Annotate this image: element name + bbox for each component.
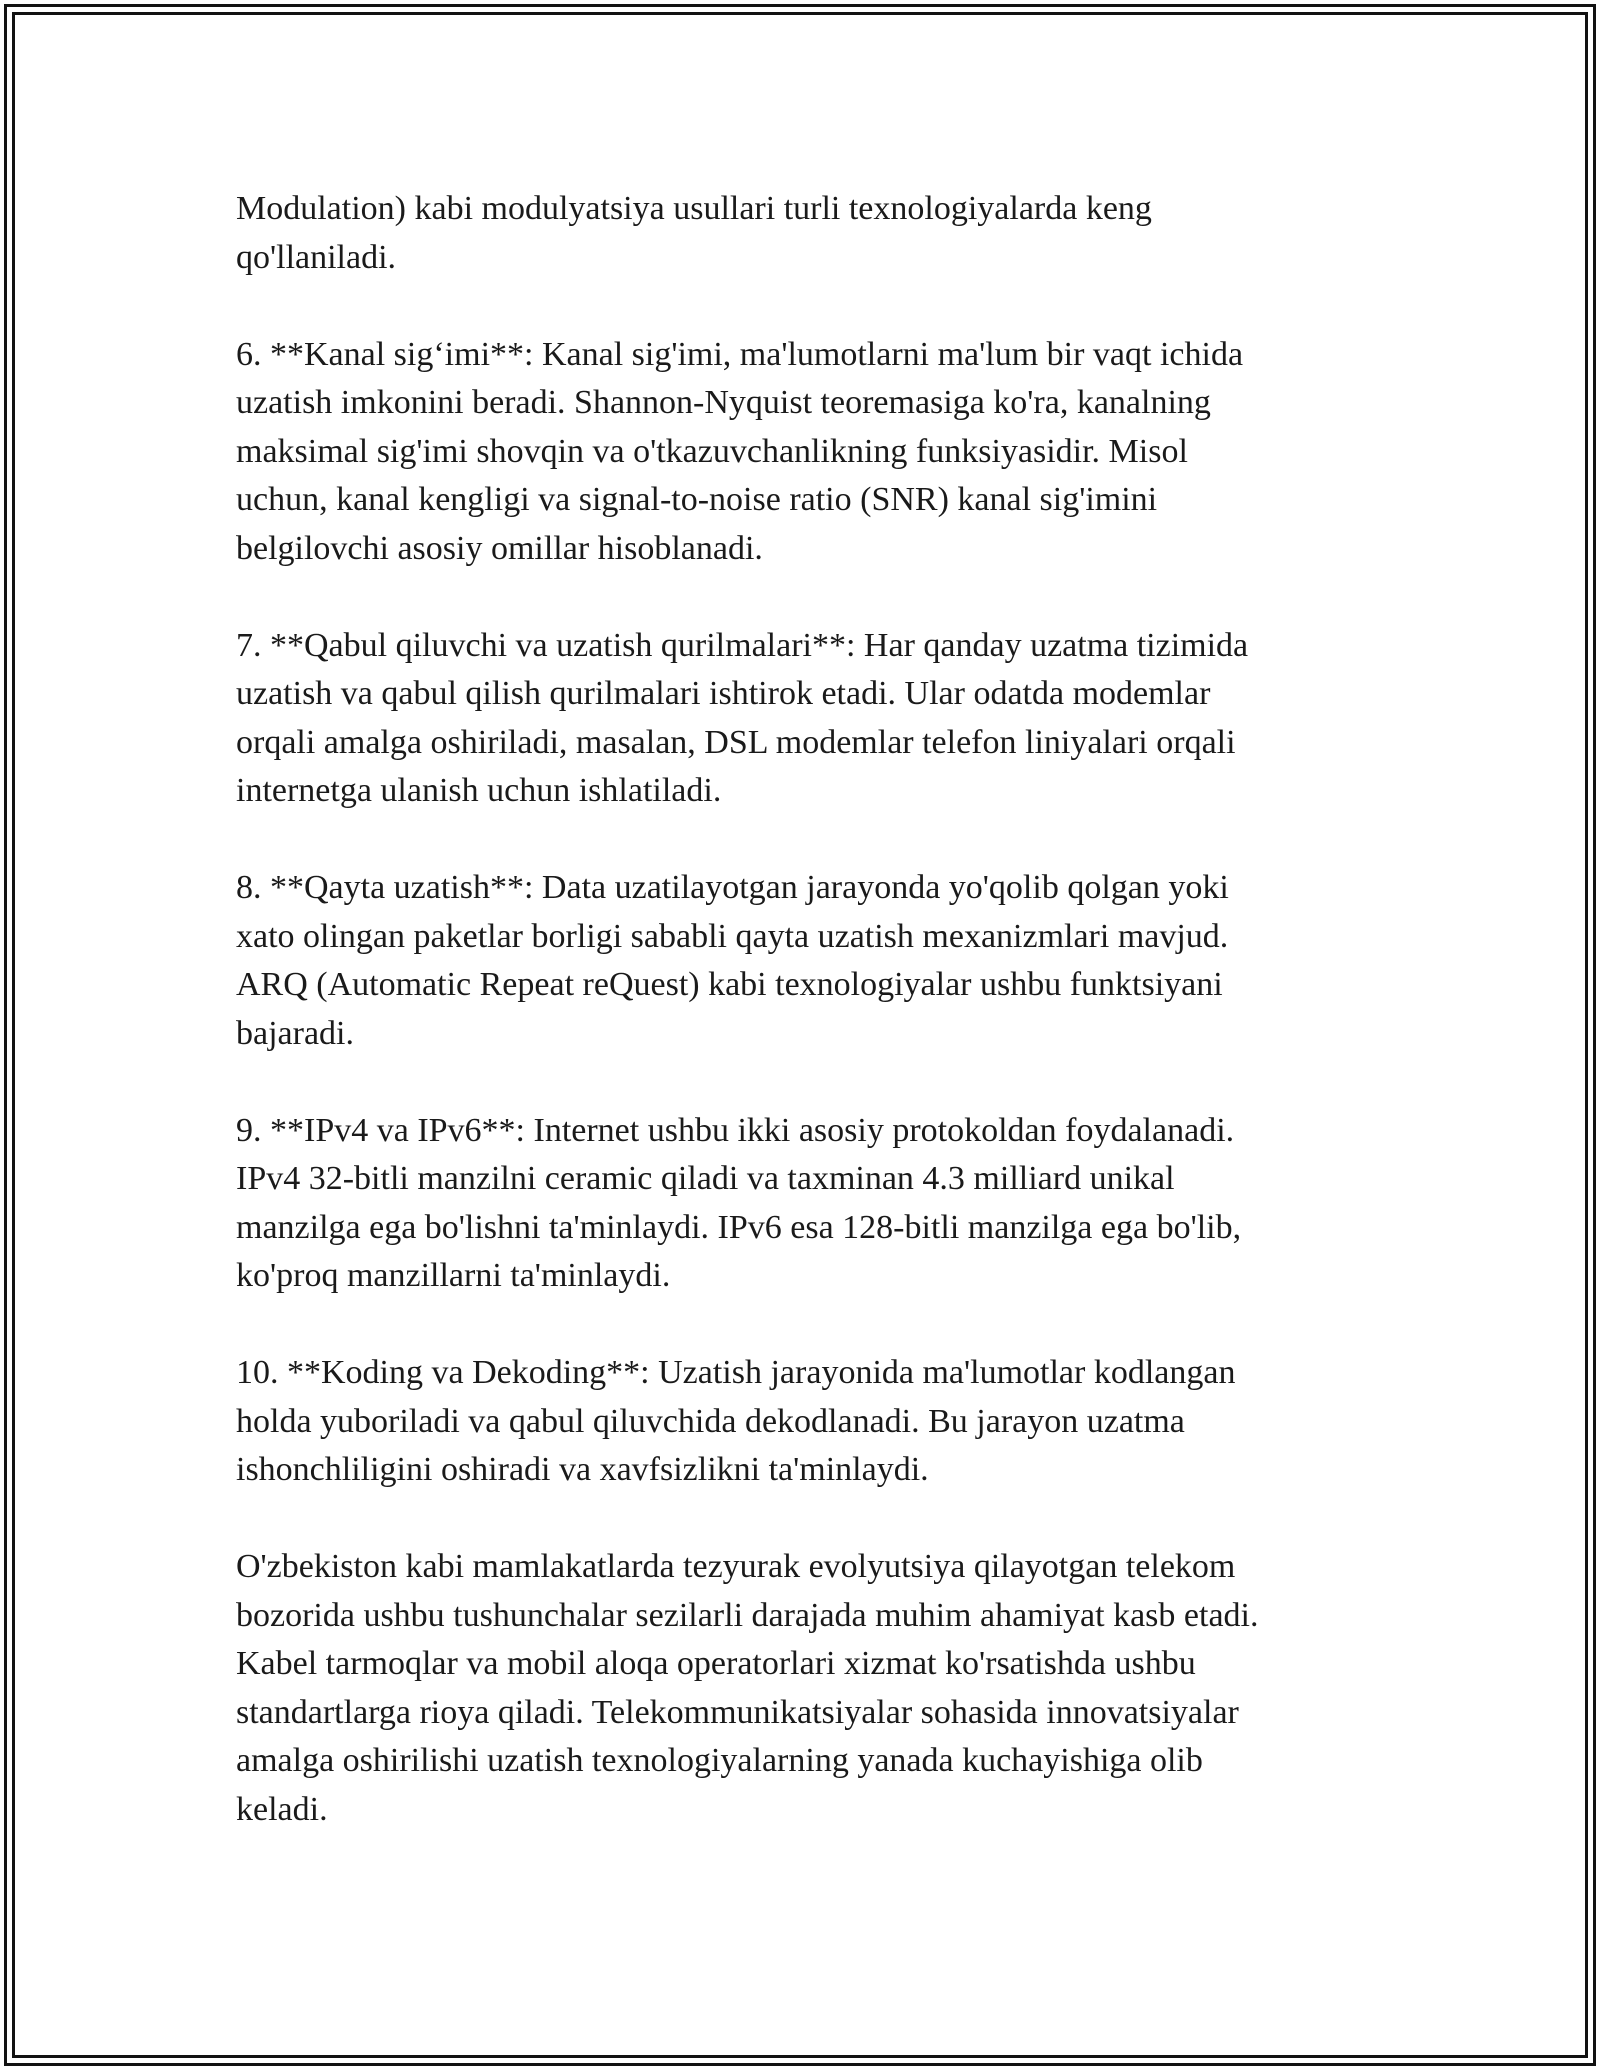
- paragraph-koding-dekoding: 10. **Koding va Dekoding**: Uzatish jarayonida ma'lumotlar kodlangan holda yuboriladi va qabul qiluvchida dekodlanadi. Bu jarayon uzatma ishonchliligini oshiradi va xavfsizlikni ta'minlaydi.: [236, 1354, 1236, 1488]
- paragraph-qabul-qiluvchi: 7. **Qabul qiluvchi va uzatish qurilmalari**: Har qanday uzatma tizimida uzatish va qabul qilish qurilmalari ishtirok etadi. Ular odatda modemlar orqali amalga oshiriladi, masalan, DSL modemlar telefon liniyalari orqali internetga ulanish uchun ishlatiladi.: [236, 626, 1249, 809]
- paragraph-kanal-sigimi: 6. **Kanal sig‘imi**: Kanal sig'imi, ma'lumotlarni ma'lum bir vaqt ichida uzatish imkonini beradi. Shannon-Nyquist teoremasiga ko'ra, kanalning maksimal sig'imi shovqin va o'tkazuvchanlikning funksiyasidir. Misol uchun, kanal kengligi va signal-to-noise ratio (SNR) kanal sig'imini belgilovchi asosiy omillar hisoblanadi.: [236, 335, 1244, 567]
- paragraph-modulation-continuation: Modulation) kabi modulyatsiya usullari turli texnologiyalarda keng qo'llaniladi.: [236, 190, 1152, 276]
- paragraph-conclusion: O'zbekiston kabi mamlakatlarda tezyurak evolyutsiya qilayotgan telekom bozorida ushbu tushunchalar sezilarli darajada muhim ahamiyat kasb etadi. Kabel tarmoqlar va mobil aloqa operatorlari xizmat ko'rsatishda ushbu standartlarga rioya qiladi. Telekommunikatsiyalar sohasida innovatsiyalar amalga oshirilishi uzatish texnologiyalarning yanada kuchayishiga olib keladi.: [236, 1548, 1259, 1828]
- document-body: [236, 185, 1361, 1834]
- paragraph-ipv4-ipv6: 9. **IPv4 va IPv6**: Internet ushbu ikki asosiy protokoldan foydalanadi. IPv4 32-bitli manzilni ceramic qiladi va taxminan 4.3 milliard unikal manzilga ega bo'lishni ta'minlaydi. IPv6 esa 128-bitli manzilga ega bo'lib, ko'proq manzillarni ta'minlaydi.: [236, 1111, 1242, 1294]
- paragraph-qayta-uzatish: 8. **Qayta uzatish**: Data uzatilayotgan jarayonda yo'qolib qolgan yoki xato olingan paketlar borligi sababli qayta uzatish mexanizmlari mavjud. ARQ (Automatic Repeat reQuest) kabi texnologiyalar ushbu funktsiyani bajaradi.: [236, 869, 1229, 1052]
